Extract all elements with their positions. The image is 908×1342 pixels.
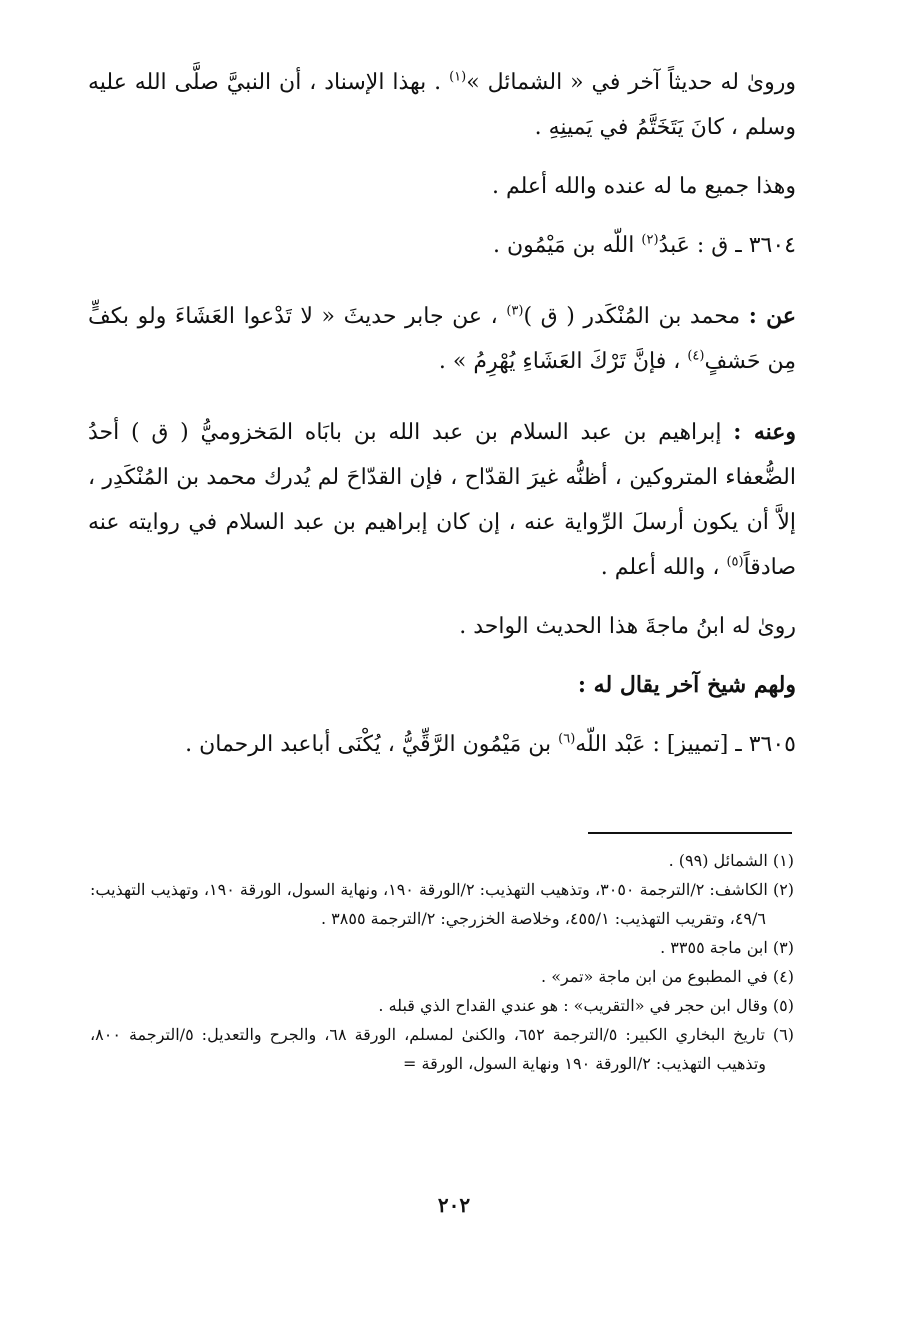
footnote-ref-3: (٣) bbox=[506, 303, 524, 319]
paragraph-4-lead: وعنه : bbox=[733, 419, 797, 445]
entry-3605-text-a: ٣٦٠٥ ـ [تمييز] : عَبْد اللّه bbox=[575, 732, 796, 757]
footnote-ref-2: (٢) bbox=[641, 232, 659, 248]
entry-3604-text-a: ٣٦٠٤ ـ ق : عَبدُ bbox=[658, 233, 796, 258]
footnote-ref-5: (٥) bbox=[726, 554, 744, 570]
paragraph-4-text-a: إبراهيم بن عبد السلام بن عبد الله بن بابَاه المَخزوميُّ ( ق ) أحدُ الضُّعفاء المتروكين ، أظنُّه غيرَ القدّاح ، فإن القدّاحَ لم يُدرك محمد بن المُنْكَدِر ، إلاَّ أن يكون أرسلَ الرِّواية عنه ، إن كان إبراهيم بن عبد السلام في روايته عنه صادقاً bbox=[88, 420, 796, 580]
entry-3605-heading bbox=[88, 722, 796, 767]
main-text bbox=[88, 60, 796, 767]
paragraph-4 bbox=[88, 410, 796, 590]
footnote-ref-1: (١) bbox=[449, 69, 467, 85]
paragraph-1 bbox=[88, 60, 796, 150]
paragraph-3 bbox=[88, 294, 796, 384]
page-number: ٢٠٢ bbox=[437, 1193, 471, 1217]
paragraph-5: روىٰ له ابنُ ماجةَ هذا الحديث الواحد . bbox=[459, 614, 796, 639]
footnote-divider bbox=[588, 832, 792, 834]
footnote-ref-4: (٤) bbox=[687, 348, 705, 364]
paragraph-3-text-c: ، فإنَّ تَرْكَ العَشَاءِ يُهْرِمُ » . bbox=[438, 349, 688, 374]
footnote-5: (٥) وقال ابن حجر في «التقريب» : هو عندي القداح الذي قبله . bbox=[378, 996, 794, 1015]
paragraph-3-text-a: محمد بن المُنْكَدر ( ق ) bbox=[523, 304, 749, 329]
footnotes bbox=[90, 846, 794, 1078]
footnote-6: (٦) تاريخ البخاري الكبير: ٥/الترجمة ٦٥٢، والكنىٰ لمسلم، الورقة ٦٨، والجرح والتعديل: ٥/الترجمة ٨٠٠، وتذهيب التهذيب: ٢/الورقة ١٩٠ ونهاية السول، الورقة = bbox=[90, 1025, 795, 1073]
paragraph-1-text-b: . بهذا الإسناد ، أن النبيَّ صلَّى الله عليه وسلم ، كانَ يَتَخَتَّمُ في يَمينِهِ . bbox=[88, 70, 796, 140]
entry-3604-heading bbox=[88, 223, 796, 268]
entry-3605-text-b: بن مَيْمُون الرَّقِّيُّ ، يُكْنَى أباعبد الرحمان . bbox=[185, 732, 559, 757]
paragraph-3-text-b: ، عن جابر حديثَ « لا تَدْعوا العَشَاءَ ولو بكفٍّ مِن حَشفٍ bbox=[88, 304, 796, 374]
footnote-3: (٣) ابن ماجة ٣٣٥٥ . bbox=[660, 938, 794, 957]
footnote-4: (٤) في المطبوع من ابن ماجة «تمر» . bbox=[541, 967, 794, 986]
footnote-ref-6: (٦) bbox=[558, 731, 576, 747]
paragraph-2: وهذا جميع ما له عنده والله أعلم . bbox=[491, 174, 796, 199]
entry-3604-text-b: اللّه بن مَيْمُون . bbox=[492, 233, 642, 258]
footnote-2: (٢) الكاشف: ٢/الترجمة ٣٠٥٠، وتذهيب التهذيب: ٢/الورقة ١٩٠، ونهاية السول، الورقة ١٩٠، وتهذيب التهذيب: ٤٩/٦، وتقريب التهذيب: ٤٥٥/١، وخلاصة الخزرجي: ٢/الترجمة ٣٨٥٥ . bbox=[90, 880, 795, 928]
paragraph-3-lead: عن : bbox=[748, 303, 797, 329]
footnote-1: (١) الشمائل (٩٩) . bbox=[668, 851, 794, 870]
paragraph-4-text-b: ، والله أعلم . bbox=[600, 555, 727, 580]
paragraph-1-text-a: وروىٰ له حديثاً آخر في « الشمائل » bbox=[466, 70, 796, 95]
paragraph-6: ولهم شيخ آخر يقال له : bbox=[577, 672, 796, 698]
